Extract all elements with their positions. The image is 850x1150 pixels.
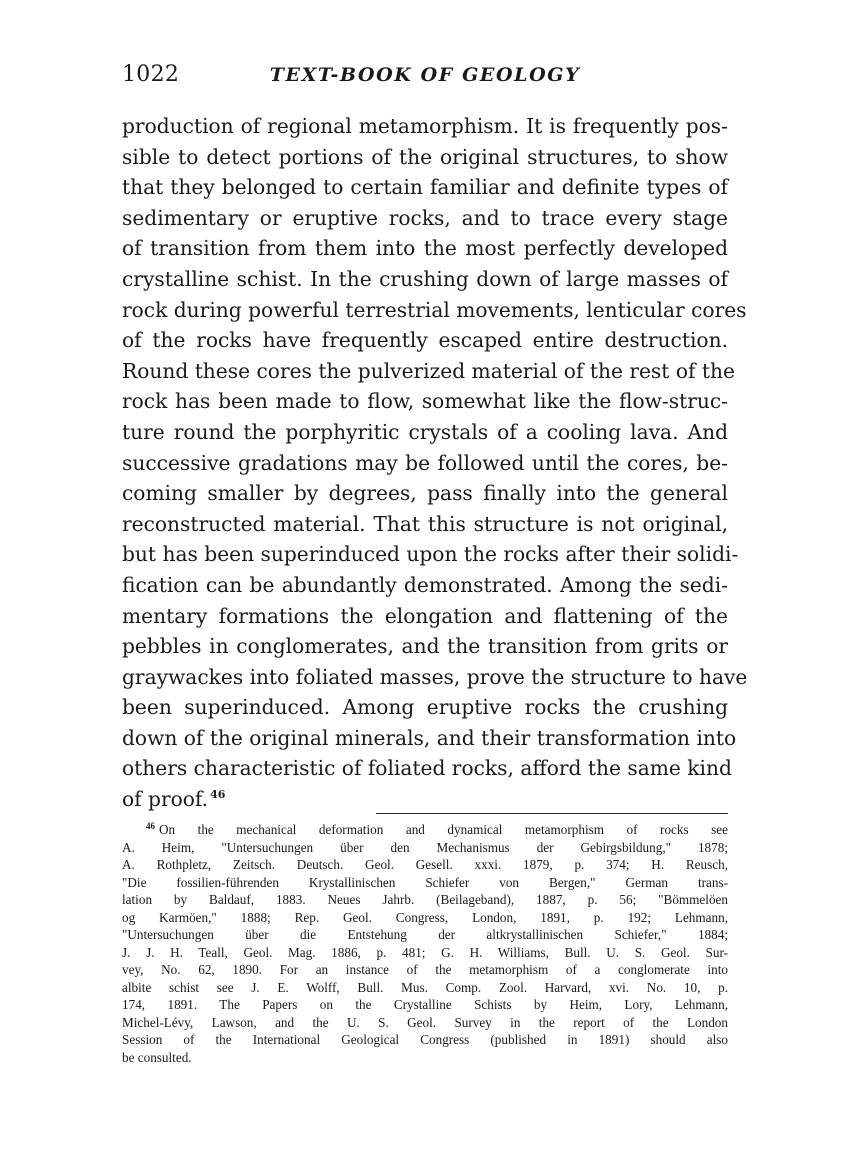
body-line: successive gradations may be followed until the cores, be- xyxy=(122,450,728,475)
body-line: of the rocks have frequently escaped entire destruction. xyxy=(122,328,728,353)
body-line: rock has been made to flow, somewhat like the flow-struc- xyxy=(122,389,728,414)
footnote-line: Michel-Lévy, Lawson, and the U. S. Geol. Survey in the report of the London xyxy=(122,1014,728,1030)
body-line: Round these cores the pulverized material of the rest of the xyxy=(122,358,735,383)
footnote-line: J. J. H. Teall, Geol. Mag. 1886, p. 481; G. H. Williams, Bull. U. S. Geol. Sur- xyxy=(122,944,728,960)
footnote-line: albite schist see J. E. Wolff, Bull. Mus. Comp. Zool. Harvard, xvi. No. 10, p. xyxy=(122,979,728,995)
body-line: production of regional metamorphism. It is frequently pos- xyxy=(122,114,728,138)
footnote-line-text: On the mechanical deformation and dynamical metamorphism of rocks see xyxy=(159,822,728,837)
body-line: pebbles in conglomerates, and the transition from grits or xyxy=(122,634,728,659)
footnote-line: lation by Baldauf, 1883. Neues Jahrb. (Beilageband), 1887, p. 56; "Bömmelöen xyxy=(122,892,728,907)
footnote-reference[interactable]: 46 xyxy=(210,788,226,802)
body-line: rock during powerful terrestrial movements, lenticular cores xyxy=(122,297,747,322)
footnote-line: Session of the International Geological Congress (published in 1891) should also xyxy=(122,1032,728,1047)
footnote-line: vey, No. 62, 1890. For an instance of the metamorphism of a conglomerate into xyxy=(122,962,728,977)
body-line: graywackes into foliated masses, prove the structure to have xyxy=(122,664,748,689)
body-last-line xyxy=(122,784,728,815)
body-line: of transition from them into the most perfectly developed xyxy=(122,236,728,261)
footnote-line: A. Rothpletz, Zeitsch. Deutsch. Geol. Gesell. xxxi. 1879, p. 374; H. Reusch, xyxy=(122,857,728,872)
body-line: sible to detect portions of the original structures, to show xyxy=(122,144,728,169)
footnote-line: og Karmöen," 1888; Rep. Geol. Congress, London, 1891, p. 192; Lehmann, xyxy=(122,909,728,925)
footnote-line: A. Heim, "Untersuchungen über den Mechanismus der Gebirgsbildung," 1878; xyxy=(122,839,728,855)
body-paragraph xyxy=(122,111,748,815)
footnote-line: "Die fossilien-führenden Krystallinischen Schiefer von Bergen," German trans- xyxy=(122,874,728,890)
body-line: coming smaller by degrees, pass finally into the general xyxy=(122,481,728,506)
footnote-first-line xyxy=(122,821,728,839)
footnote-line: be consulted. xyxy=(122,1049,192,1065)
footnote-line: 174, 1891. The Papers on the Crystalline Schists by Heim, Lory, Lehmann, xyxy=(122,997,728,1012)
running-title: TEXT-BOOK OF GEOLOGY xyxy=(269,64,581,86)
body-line: crystalline schist. In the crushing down of large masses of xyxy=(122,266,728,291)
body-line: others characteristic of foliated rocks, afford the same kind xyxy=(122,756,732,781)
body-line: sedimentary or eruptive rocks, and to trace every stage xyxy=(122,205,728,230)
body-line: mentary formations the elongation and flattening of the xyxy=(122,603,728,628)
body-line: fication can be abundantly demonstrated. Among the sedi- xyxy=(122,572,728,597)
footnote-marker: 46 xyxy=(146,821,155,831)
footnote-divider xyxy=(376,813,728,814)
footnote-line: "Untersuchungen über die Entstehung der altkrystallinischen Schiefer," 1884; xyxy=(122,927,728,942)
body-line: that they belonged to certain familiar and definite types of xyxy=(122,175,728,200)
body-line: reconstructed material. That this structure is not original, xyxy=(122,511,728,536)
body-line: but has been superinduced upon the rocks after their solidi- xyxy=(122,542,739,567)
body-line: been superinduced. Among eruptive rocks the crushing xyxy=(122,695,728,720)
footnote xyxy=(122,821,728,1066)
body-line: down of the original minerals, and their transformation into xyxy=(122,725,737,750)
body-line-text: of proof. xyxy=(122,787,209,812)
page-header xyxy=(122,62,728,92)
page-number: 1022 xyxy=(122,62,180,87)
body-line: ture round the porphyritic crystals of a cooling lava. And xyxy=(122,419,728,444)
